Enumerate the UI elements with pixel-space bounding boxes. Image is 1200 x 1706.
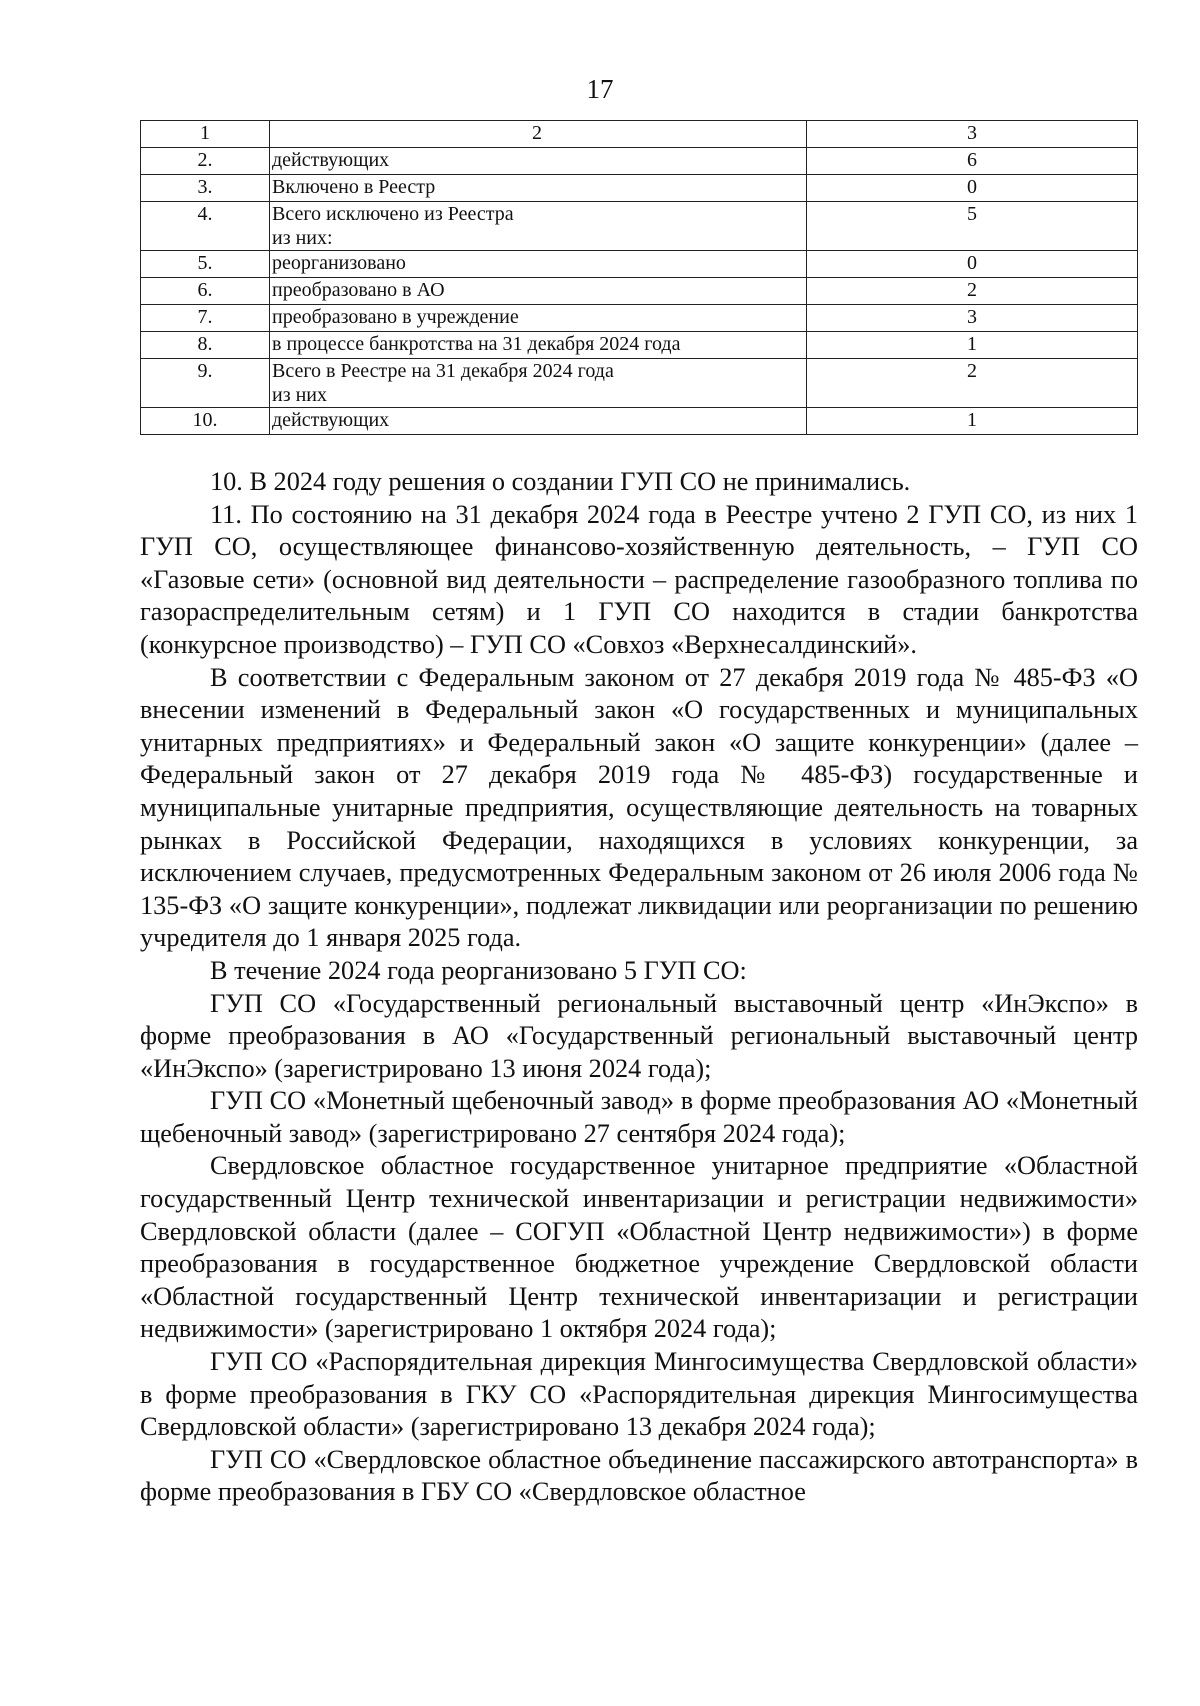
row-label: реорганизовано xyxy=(270,251,807,278)
paragraph: ГУП СО «Монетный щебеночный завод» в форме преобразования АО «Монетный щебеночный завод» (зарегистрировано 27 сентября 2024 года); xyxy=(140,1086,1138,1148)
table-header-cell: 3 xyxy=(807,121,1138,148)
row-value: 0 xyxy=(807,175,1138,202)
paragraph: ГУП СО «Государственный региональный выставочный центр «ИнЭкспо» в форме преобразования в АО «Государственный региональный выставочный центр «ИнЭкспо» (зарегистрировано 13 июня 2024 года); xyxy=(140,988,1138,1083)
table-row xyxy=(141,332,1138,359)
paragraph: ГУП СО «Свердловское областное объединение пассажирского автотранспорта» в форме преобразования в ГБУ СО «Свердловское областное xyxy=(140,1444,1138,1507)
row-label: действующих xyxy=(270,408,807,435)
row-number: 2. xyxy=(141,148,270,175)
table-row xyxy=(141,251,1138,278)
row-number: 9. xyxy=(141,359,270,408)
row-label: преобразовано в учреждение xyxy=(270,305,807,332)
row-label: действующих xyxy=(270,148,807,175)
body-text xyxy=(140,466,1138,1509)
row-label: Всего в Реестре на 31 декабря 2024 года xyxy=(272,360,614,382)
table-row xyxy=(141,278,1138,305)
table-row xyxy=(141,148,1138,175)
table-row xyxy=(141,305,1138,332)
paragraph: 10. В 2024 году решения о создании ГУП СО не принимались. xyxy=(210,467,911,496)
table-header-cell: 1 xyxy=(141,121,270,148)
table-row xyxy=(141,408,1138,435)
row-label: Всего исключено из Реестра xyxy=(272,203,514,225)
table-row xyxy=(141,359,1138,408)
row-sublabel: из них xyxy=(272,384,328,406)
row-number: 4. xyxy=(141,202,270,251)
row-label-multiline xyxy=(270,202,807,251)
paragraph: ГУП СО «Распорядительная дирекция Мингосимущества Свердловской области» в форме преобразования в ГКУ СО «Распорядительная дирекция Мингосимущества Свердловской области» (зарегистрировано 13 декабря 2024 года); xyxy=(140,1347,1138,1442)
row-value: 2 xyxy=(807,278,1138,305)
row-value: 0 xyxy=(807,251,1138,278)
table-row xyxy=(141,175,1138,202)
row-label: Включено в Реестр xyxy=(270,175,807,202)
row-number: 5. xyxy=(141,251,270,278)
row-number: 3. xyxy=(141,175,270,202)
paragraph: 11. По состоянию на 31 декабря 2024 года в Реестре учтено 2 ГУП СО, из них 1 ГУП СО, осуществляющее финансово-хозяйственную деятельность, – ГУП СО «Газовые сети» (основной вид деятельности – распределение газообразного топлива по газораспределительным сетям) и 1 ГУП СО находится в стадии банкротства (конкурсное производство) – ГУП СО «Совхоз «Верхнесалдинский». xyxy=(140,499,1138,659)
row-label-multiline xyxy=(270,359,807,408)
row-value: 1 xyxy=(807,332,1138,359)
paragraph: В течение 2024 года реорганизовано 5 ГУП СО: xyxy=(210,955,747,985)
table-header-row xyxy=(141,121,1138,148)
row-value: 1 xyxy=(807,408,1138,435)
table-header-cell: 2 xyxy=(270,121,807,148)
row-number: 7. xyxy=(141,305,270,332)
row-value: 5 xyxy=(807,202,1138,251)
row-number: 10. xyxy=(141,408,270,435)
row-value: 6 xyxy=(807,148,1138,175)
row-value: 2 xyxy=(807,359,1138,408)
page-number: 17 xyxy=(586,74,614,104)
row-sublabel: из них: xyxy=(272,227,333,249)
row-number: 6. xyxy=(141,278,270,305)
paragraph: В соответствии с Федеральным законом от 27 декабря 2019 года № 485-ФЗ «О внесении изменений в Федеральный закон «О государственных и муниципальных унитарных предприятиях» и Федеральный закон «О защите конкуренции» (далее – Федеральный закон от 27 декабря 2019 года № 485-ФЗ) государственные и муниципальные унитарные предприятия, осуществляющие деятельность на товарных рынках в Российской Федерации, находящихся в условиях конкуренции, за исключением случаев, предусмотренных Федеральным законом от 26 июля 2006 года № 135-ФЗ «О защите конкуренции», подлежат ликвидации или реорганизации по решению учредителя до 1 января 2025 года. xyxy=(140,662,1138,953)
table-row xyxy=(141,202,1138,251)
row-label: в процессе банкротства на 31 декабря 2024 года xyxy=(270,332,807,359)
registry-table xyxy=(140,120,1138,435)
row-number: 8. xyxy=(141,332,270,359)
paragraph: Свердловское областное государственное унитарное предприятие «Областной государственный Центр технической инвентаризации и регистрации недвижимости» Свердловской области (далее – СОГУП «Областной Центр недвижимости») в форме преобразования в государственное бюджетное учреждение Свердловской области «Областной государственный Центр технической инвентаризации и регистрации недвижимости» (зарегистрировано 1 октября 2024 года); xyxy=(140,1151,1138,1344)
row-label: преобразовано в АО xyxy=(270,278,807,305)
row-value: 3 xyxy=(807,305,1138,332)
